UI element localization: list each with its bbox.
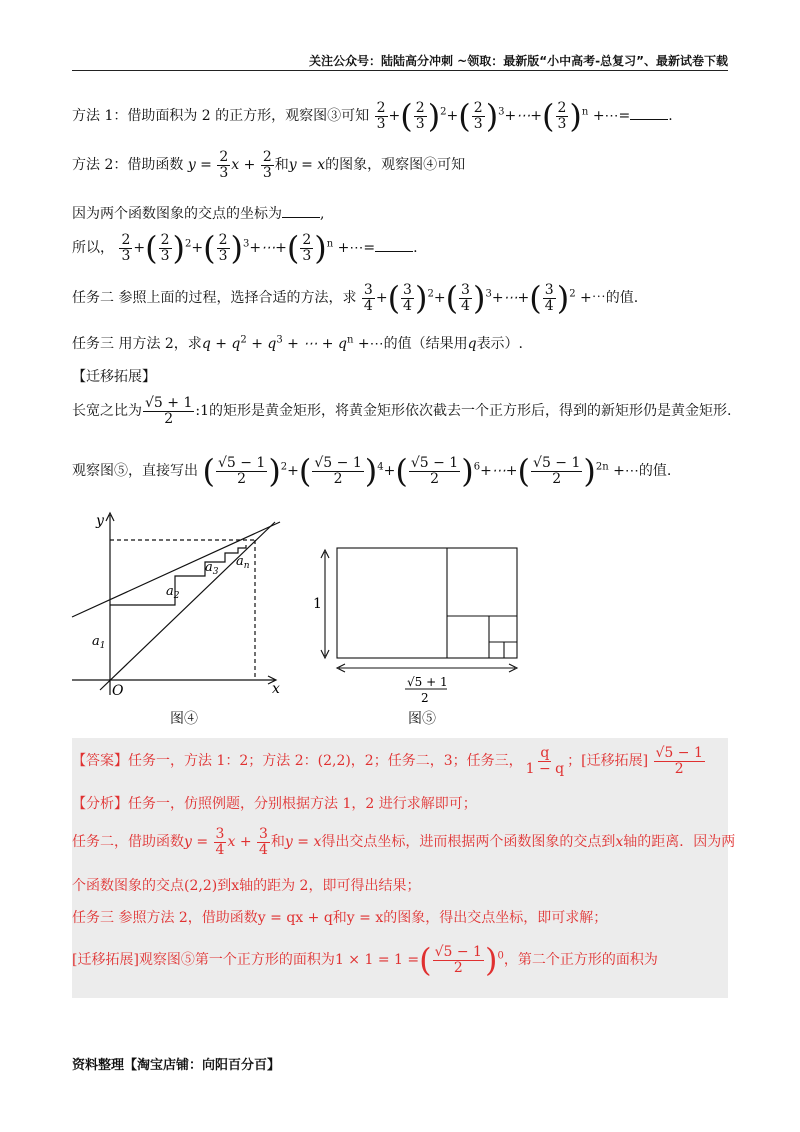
analysis-text-2c: 轴的距离．因为两 <box>623 834 736 851</box>
analysis-area: 1 × 1 = 1 =( $\frac{√5 - 1}{2}$ )$^0$ <box>334 941 504 979</box>
observe-series: ( $\frac{√5 - 1}{2}$ )$^2$+( $\frac{√5 - 1}{2}$ )$^4$+( $\frac{√5 - 1}{2}$ )$^6$+⋯+( $\frac{√5 - 1}{2}$ )$^{2n}$ <box>202 452 609 490</box>
task2-prefix: 任务二 参照上面的过程，选择合适的方法，求 <box>72 290 357 306</box>
task2-line <box>72 279 639 317</box>
extend-title: 【迁移拓展】 <box>72 369 156 385</box>
height-label: 1 <box>313 596 322 612</box>
a1-label: $a_1$ <box>92 634 106 651</box>
task3-end: 表示）. <box>476 336 524 352</box>
intersection-text: 因为两个函数图象的交点的坐标为 <box>72 206 282 222</box>
so-series: $\frac{2}{3}$ +( $\frac{2}{3}$ )$^2$+( $\frac{2}{3}$ )$^3$+⋯+( $\frac{2}{3}$ )$^n$ <box>121 229 334 267</box>
task3-suffix: +⋯的值（结果用 <box>357 336 468 352</box>
answer-text: 任务一，方法 1：2；方法 2：(2,2)，2；任务二，3；任务三， <box>128 753 523 770</box>
answer-q-fraction: $\frac{q}{1 - q}$ <box>525 745 565 777</box>
method1-series: $\frac{2}{3}$ +( $\frac{2}{3}$ )$^2$+( $\frac{2}{3}$ )$^3$+⋯+( $\frac{2}{3}$ )$^n$ <box>376 97 589 135</box>
page-footer: 资料整理【淘宝店铺：向阳百分百】 <box>72 1058 281 1073</box>
figure-5-rectangles <box>315 540 530 705</box>
observe-line <box>72 452 672 490</box>
analysis-line-5 <box>72 941 658 979</box>
method1-line: 方法 1：借助面积为 2 的正方形，观察图③可知 $\frac{2}{3}$ +( $\frac{2}{3}$ )$^2$+( $\frac{2}{3}$ )$^3$+⋯+( $\frac{2}{3}$ )$^n$ +⋯= . <box>72 97 673 135</box>
figure-4-caption: 图④ <box>170 711 198 727</box>
task2-series: $\frac{3}{4}$ +( $\frac{3}{4}$ )$^2$+( $\frac{3}{4}$ )$^3$+⋯+( $\frac{3}{4}$ )$^2$ <box>363 279 576 317</box>
so-text: 所以， <box>72 240 114 256</box>
method2-function: y = $\frac{2}{3}$ x + $\frac{2}{3}$ <box>187 149 272 181</box>
so-line: 所以， $\frac{2}{3}$ +( $\frac{2}{3}$ )$^2$+( $\frac{2}{3}$ )$^3$+⋯+( $\frac{2}{3}$ )$^n$ +⋯= . <box>72 229 418 267</box>
figure-4-graph <box>70 505 300 705</box>
golden-fraction: $\frac{√5 + 1}{2}$ <box>145 395 193 427</box>
answer-extend: ；[迁移拓展] <box>567 753 649 770</box>
line-y-equals-x <box>100 522 275 690</box>
header-rule <box>72 70 728 71</box>
y-label: y <box>96 513 104 529</box>
an-label: $a_n$ <box>236 554 250 571</box>
method1-prefix: 方法 1：借助面积为 2 的正方形，观察图③可知 <box>72 108 370 124</box>
ratio-prefix: 长宽之比为 <box>72 403 142 420</box>
answer-line <box>72 746 706 776</box>
observe-prefix: 观察图⑤，直接写出 <box>72 463 198 479</box>
x-label: x <box>272 681 280 697</box>
golden-ratio-line <box>72 396 731 426</box>
method2-line <box>72 150 465 180</box>
ratio-suffix: :1的矩形是黄金矩形，将黄金矩形依次截去一个正方形后，得到的新矩形仍是黄金矩形. <box>195 403 732 420</box>
analysis-label: 【分析】 <box>72 796 128 812</box>
page-header: 关注公众号：陆陆高分冲刺 ~领取：最新版“小中高考-总复习”、最新试卷下载 <box>309 54 728 68</box>
task3-series: $q + q^2 + q^3$ + ⋯ + $q^n$ <box>201 334 354 352</box>
analysis-text-5b: ，第二个正方形的面积为 <box>503 952 658 968</box>
width-denominator: 2 <box>421 691 429 705</box>
analysis-text-2: 任务二，借助函数 <box>72 834 184 851</box>
method2-prefix: 方法 2：借助函数 <box>72 157 184 174</box>
origin-label: O <box>112 683 124 699</box>
method1-suffix: +⋯= <box>592 108 631 124</box>
width-numerator: √5 + 1 <box>407 675 448 689</box>
answer-label: 【答案】 <box>72 753 128 770</box>
task3-q: q <box>467 336 477 352</box>
answer-golden-fraction: $\frac{√5 - 1}{2}$ <box>655 745 703 777</box>
intersection-line: 因为两个函数图象的交点的坐标为 , <box>72 206 325 222</box>
so-suffix: +⋯= <box>337 240 376 256</box>
task3-line <box>72 333 523 353</box>
method2-and: 和 <box>274 157 289 174</box>
answer-blank[interactable] <box>375 239 413 252</box>
answer-blank[interactable] <box>630 107 668 120</box>
answer-blank[interactable] <box>282 205 320 218</box>
analysis-line-4: 任务三 参照方法 2，借助函数y = qx + q和y = x的图象，得出交点坐标，即可求解； <box>72 910 608 926</box>
method2-suffix: 的图象，观察图④可知 <box>325 157 466 174</box>
analysis-text-5: [迁移拓展]观察图⑤第一个正方形的面积为 <box>72 952 335 968</box>
a3-label: $a_3$ <box>205 560 219 577</box>
analysis-text-1: 任务一，仿照例题，分别根据方法 1，2 进行求解即可； <box>128 796 477 812</box>
task2-suffix: +⋯的值. <box>580 290 639 306</box>
observe-suffix: +⋯的值. <box>613 463 672 479</box>
analysis-line-1 <box>72 793 477 813</box>
a2-label: $a_2$ <box>166 584 180 601</box>
task3-prefix: 任务三 用方法 2，求 <box>72 336 202 352</box>
analysis-function: y = $\frac{3}{4}$ x + $\frac{3}{4}$ <box>184 826 268 858</box>
method2-line-fn: y = x <box>288 157 326 174</box>
analysis-line-3: 个函数图象的交点(2,2)到x轴的距为 2，即可得出结果； <box>72 878 421 894</box>
analysis-text-2b: 得出交点坐标，进而根据两个函数图象的交点到 <box>321 834 616 851</box>
figure-5-caption: 图⑤ <box>408 711 436 727</box>
analysis-line-2: 任务二，借助函数y = $\frac{3}{4}$ x + $\frac{3}{4}$ 和y = x得出交点坐标，进而根据两个函数图象的交点到x轴的距离．因为两 <box>72 826 736 858</box>
